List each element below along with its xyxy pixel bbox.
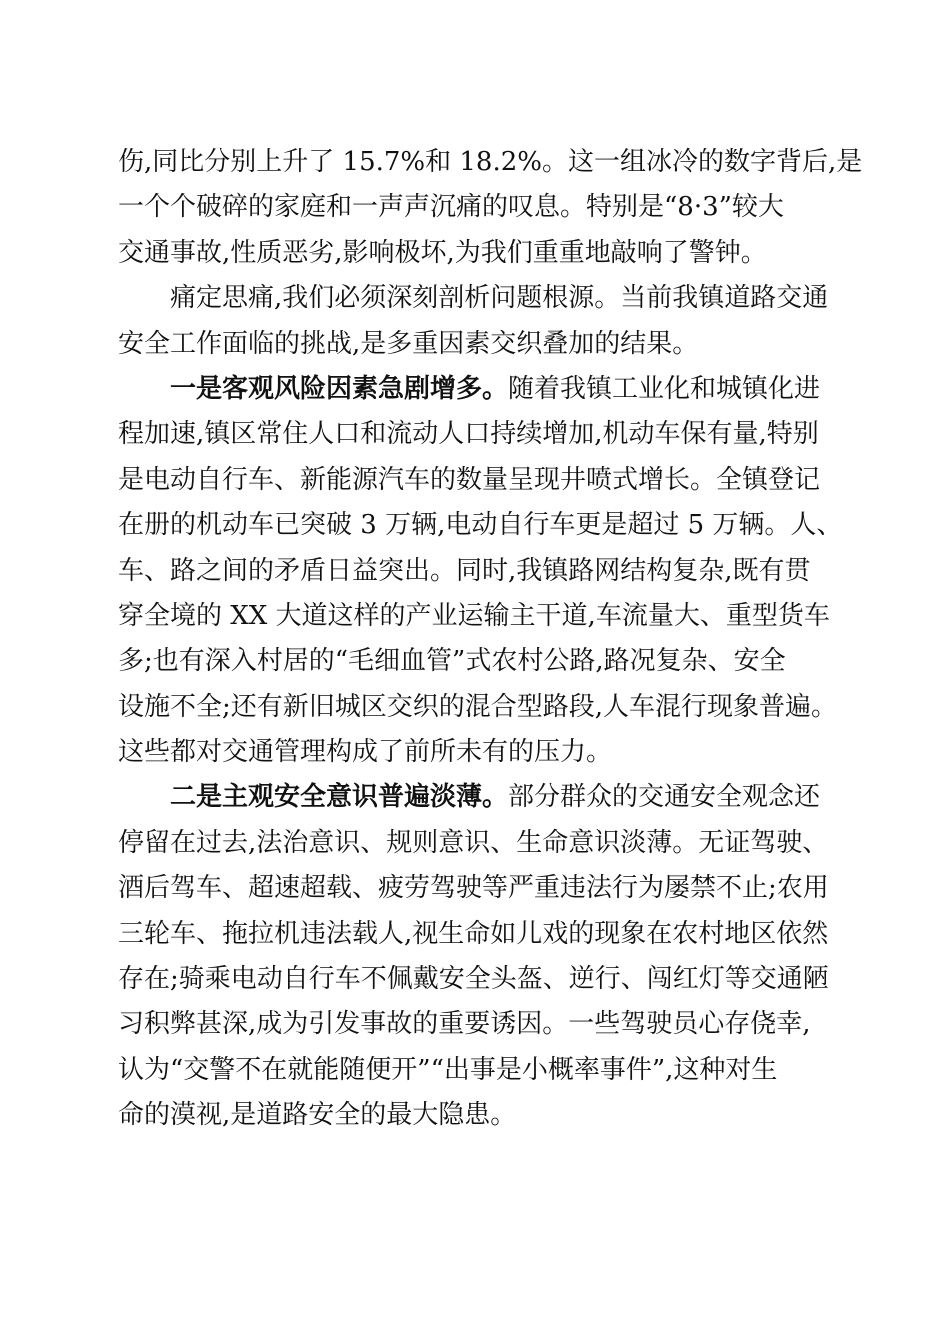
text-line: 伤,同比分别上升了 15.7%和 18.2%。这一组冰冷的数字背后,是 <box>118 147 863 177</box>
text-line: 是电动自行车、新能源汽车的数量呈现井喷式增长。全镇登记 <box>118 464 821 495</box>
text-line: 认为“交警不在就能随便开”“出事是小概率事件”,这种对生 <box>118 1054 778 1085</box>
text-line: 存在;骑乘电动自行车不佩戴安全头盔、逆行、闯红灯等交通陋 <box>118 964 829 995</box>
document-page <box>118 140 863 1139</box>
text-line: 停留在过去,法治意识、规则意识、生命意识淡薄。无证驾驶、 <box>118 827 829 858</box>
text-line: 酒后驾车、超速超载、疲劳驾驶等严重违法行为屡禁不止;农用 <box>118 873 829 904</box>
paragraph-lead-heading: 一是客观风险因素急剧增多。 <box>170 373 509 404</box>
text-line-rest: 部分群众的交通安全观念还 <box>508 782 821 813</box>
paragraph-statistics <box>118 140 863 276</box>
text-line: 交通事故,性质恶劣,影响极坏,为我们重重地敲响了警钟。 <box>118 237 767 268</box>
text-line: 痛定思痛,我们必须深刻剖析问题根源。当前我镇道路交通 <box>170 283 829 314</box>
text-line: 这些都对交通管理构成了前所未有的压力。 <box>118 737 613 768</box>
text-line <box>118 775 830 820</box>
paragraph-root-cause <box>118 276 830 367</box>
text-line-rest: 随着我镇工业化和城镇化进 <box>508 373 821 404</box>
text-line: 车、路之间的矛盾日益突出。同时,我镇路网结构复杂,既有贯 <box>118 555 811 586</box>
text-line: 一个个破碎的家庭和一声声沉痛的叹息。特别是“8·3”较大 <box>118 192 784 223</box>
text-line: 穿全境的 XX 大道这样的产业运输主干道,车流量大、重型货车 <box>118 600 830 631</box>
text-line <box>118 367 830 412</box>
text-line: 多;也有深入村居的“毛细血管”式农村公路,路况复杂、安全 <box>118 646 786 677</box>
paragraph-subjective-awareness <box>118 775 830 1138</box>
paragraph-lead-heading: 二是主观安全意识普遍淡薄。 <box>170 782 509 813</box>
text-line: 安全工作面临的挑战,是多重因素交织叠加的结果。 <box>118 328 699 359</box>
text-line: 习积弊甚深,成为引发事故的重要诱因。一些驾驶员心存侥幸, <box>118 1009 811 1040</box>
text-line: 三轮车、拖拉机违法载人,视生命如儿戏的现象在农村地区依然 <box>118 918 829 949</box>
text-line: 命的漠视,是道路安全的最大隐患。 <box>118 1100 517 1131</box>
text-line: 程加速,镇区常住人口和流动人口持续增加,机动车保有量,特别 <box>118 419 819 450</box>
text-line: 设施不全;还有新旧城区交织的混合型路段,人车混行现象普遍。 <box>118 691 838 722</box>
paragraph-objective-risk <box>118 367 843 776</box>
text-line: 在册的机动车已突破 3 万辆,电动自行车更是超过 5 万辆。人、 <box>118 510 843 541</box>
